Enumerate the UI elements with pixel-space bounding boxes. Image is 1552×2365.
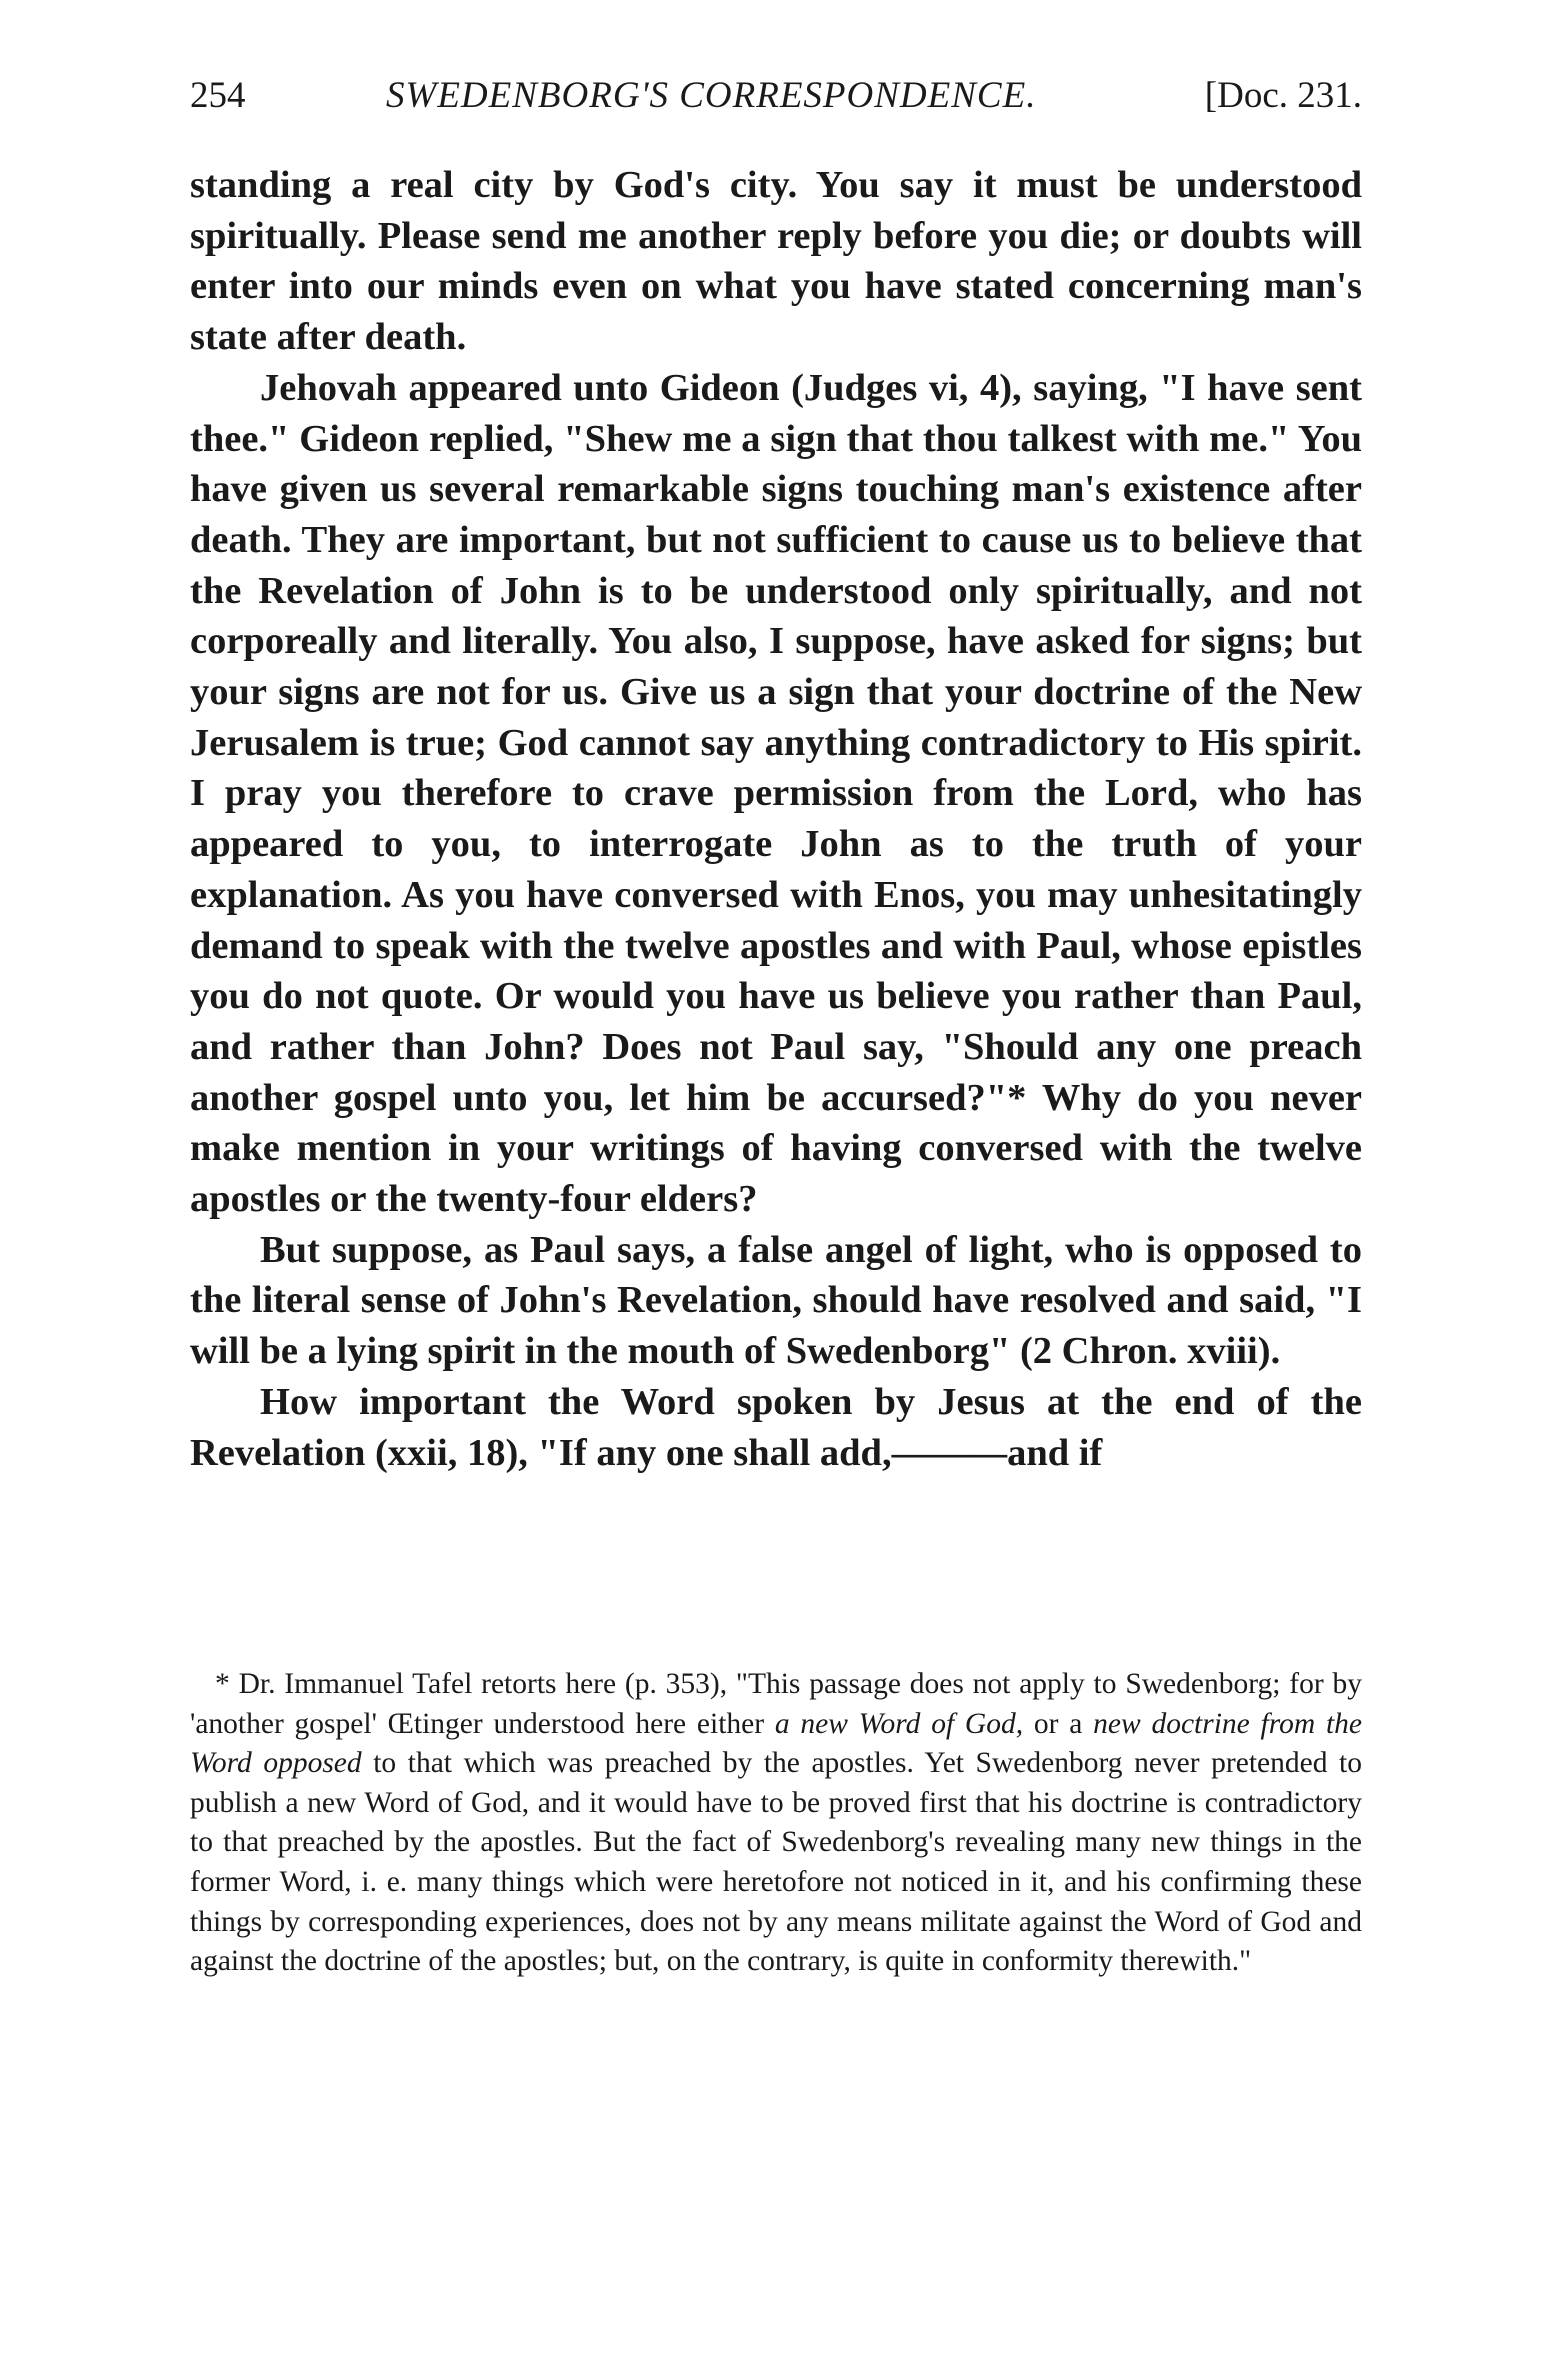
paragraph: Jehovah appeared unto Gideon (Judges vi, 4), saying, "I have sent thee." Gideon replied, "Shew me a sign that thou talkest with me." You have given us several remarkable signs touching man's existence after death. They are important, but not sufficient to cause us to believe that the Revelation of John is to be understood only spiritually, and not corporeally and literally. You also, I suppose, have asked for signs; but your signs are not for us. Give us a sign that your doctrine of the New Jerusalem is true; God cannot say anything contradictory to His spirit. I pray you therefore to crave permission from the Lord, who has appeared to you, to interrogate John as to the truth of your explanation. As you have conversed with Enos, you may unhesitatingly demand to speak with the twelve apostles and with Paul, whose epistles you do not quote. Or would you have us believe you rather than Paul, and rather than John? Does not Paul say, "Should any one preach another gospel unto you, let him be accursed?"* Why do you never make mention in your writings of having conversed with the twelve apostles or the twenty-four elders? (190, 366, 1362, 1221)
footnote (190, 1665, 1362, 1982)
footnote-text-part: to that which was preached by the apostles. Yet Swedenborg never pretended to publish a new Word of God, and it would have to be proved first that his doctrine is contradictory to that preached by the apostles. But the fact of Swedenborg's revealing many new things in the former Word, i. e. many things which were heretofore not noticed in it, and his confirming these things by corresponding experiences, does not by any means militate against the Word of God and against the doctrine of the apostles; but, on the contrary, is quite in conformity therewith." (190, 1747, 1362, 1978)
paragraph: How important the Word spoken by Jesus at the end of the Revelation (xxii, 18), "If any one shall add,———and if (190, 1380, 1362, 1474)
page-number: 254 (190, 75, 246, 116)
footnote-emphasis: a new Word of God, (774, 1707, 1024, 1740)
paragraph: standing a real city by God's city. You say it must be understood spiritually. Please send me another reply before you die; or doubts will enter into our minds even on what you have stated concerning man's state after death. (190, 164, 1362, 359)
main-text (190, 160, 1362, 1478)
footnote-text (190, 1665, 1362, 1982)
document-reference: [Doc. 231. (1204, 75, 1362, 116)
footnote-text-part: or a (1023, 1707, 1094, 1740)
footnote-text-part: * Dr. Immanuel Tafel retorts here (p. 353), "This passage does not apply to Swedenborg; for by 'another gospel' Œtinger understood here either (190, 1668, 1362, 1740)
paragraph: But suppose, as Paul says, a false angel of light, who is opposed to the literal sense of John's Revelation, should have resolved and said, "I will be a lying spirit in the mouth of Swedenborg" (2 Chron. xviii). (190, 1228, 1362, 1373)
page-header (190, 68, 1362, 124)
footnote-emphasis: new doctrine from the Word opposed (190, 1707, 1362, 1780)
running-title: SWEDENBORG'S CORRESPONDENCE. (386, 75, 1037, 116)
